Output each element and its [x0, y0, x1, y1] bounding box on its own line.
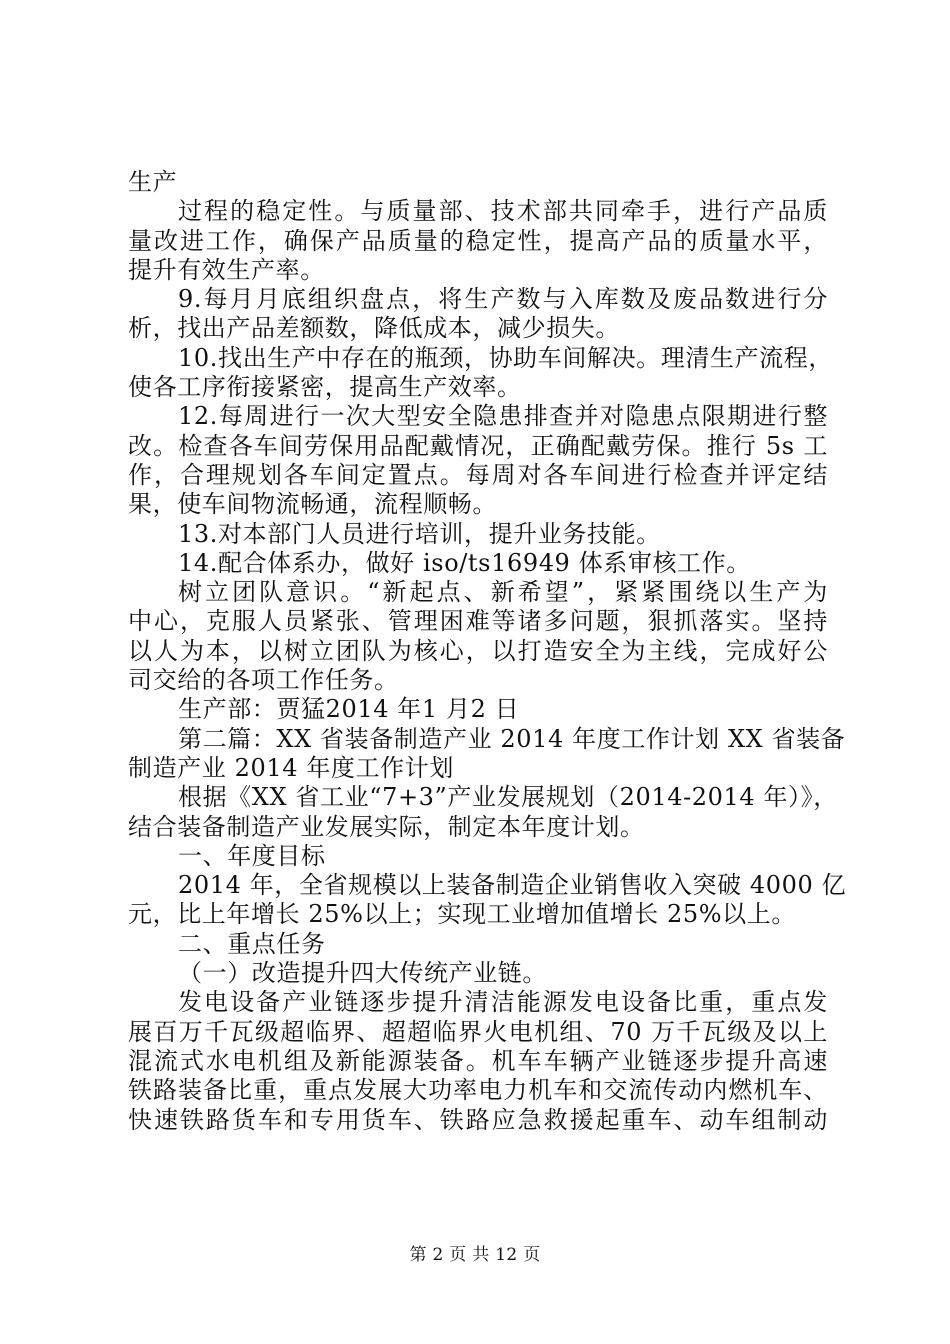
text-line: 二、重点任务	[178, 929, 326, 958]
text-line: 析，找出产品差额数，降低成本，减少损失。	[128, 314, 620, 343]
text-line: 司交给的各项工作任务。	[128, 666, 399, 695]
text-line: 9.每月月底组织盘点，将生产数与入库数及废品数进行分	[178, 285, 828, 314]
text-line: 使各工序衔接紧密，提高生产效率。	[128, 373, 522, 402]
text-line: 过程的稳定性。与质量部、技术部共同牵手，进行产品质	[178, 197, 828, 226]
text-line: 量改进工作，确保产品质量的稳定性，提高产品的质量水平，	[128, 226, 828, 255]
text-line: 生产部：贾猛2014 年1 月2 日	[178, 695, 520, 724]
text-line: 13.对本部门人员进行培训，提升业务技能。	[178, 519, 661, 548]
text-line: 发电设备产业链逐步提升清洁能源发电设备比重，重点发	[178, 988, 828, 1017]
text-line: 以人为本，以树立团队为核心，以打造安全为主线，完成好公	[128, 636, 828, 665]
text-line: 10.找出生产中存在的瓶颈，协助车间解决。理清生产流程，	[178, 343, 833, 372]
text-line: 2014 年，全省规模以上装备制造企业销售收入突破 4000 亿	[178, 871, 847, 900]
text-line: 元，比上年增长 25%以上；实现工业增加值增长 25%以上。	[128, 900, 796, 929]
text-line: 14.配合体系办，做好 iso/ts16949 体系审核工作。	[178, 548, 751, 577]
text-line: 生产	[128, 168, 178, 196]
text-line: 树立团队意识。“新起点、新希望”，紧紧围绕以生产为	[178, 578, 828, 607]
text-line: 制造产业 2014 年度工作计划	[128, 753, 454, 782]
text-line: 果，使车间物流畅通，流程顺畅。	[128, 490, 497, 519]
text-line: 结合装备制造产业发展实际，制定本年度计划。	[128, 812, 645, 841]
text-line: 一、年度目标	[178, 841, 326, 870]
text-line: （一）改造提升四大传统产业链。	[178, 959, 547, 988]
text-line: 改。检查各车间劳保用品配戴情况，正确配戴劳保。推行 5s 工	[128, 431, 828, 460]
text-line: 展百万千瓦级超临界、超超临界火电机组、70 万千瓦级及以上	[128, 1017, 828, 1046]
text-line: 中心，克服人员紧张、管理困难等诸多问题，狠抓落实。坚持	[128, 607, 828, 636]
text-line: 12.每周进行一次大型安全隐患排查并对隐患点限期进行整	[178, 402, 828, 431]
text-line: 混流式水电机组及新能源装备。机车车辆产业链逐步提升高速	[128, 1046, 828, 1075]
document-body	[128, 168, 847, 1135]
text-line: 第二篇：XX 省装备制造产业 2014 年度工作计划 XX 省装备	[178, 724, 846, 753]
text-line: 铁路装备比重，重点发展大功率电力机车和交流传动内燃机车、	[128, 1076, 828, 1105]
text-line: 作，合理规划各车间定置点。每周对各车间进行检查并评定结	[128, 460, 828, 489]
text-line: 根据《XX 省工业“7+3”产业发展规划（2014-2014 年）》，	[178, 783, 838, 812]
page-number-footer: 第 2 页 共 12 页	[409, 1245, 541, 1265]
text-line: 快速铁路货车和专用货车、铁路应急救援起重车、动车组制动	[128, 1105, 828, 1134]
text-line: 提升有效生产率。	[128, 255, 325, 284]
